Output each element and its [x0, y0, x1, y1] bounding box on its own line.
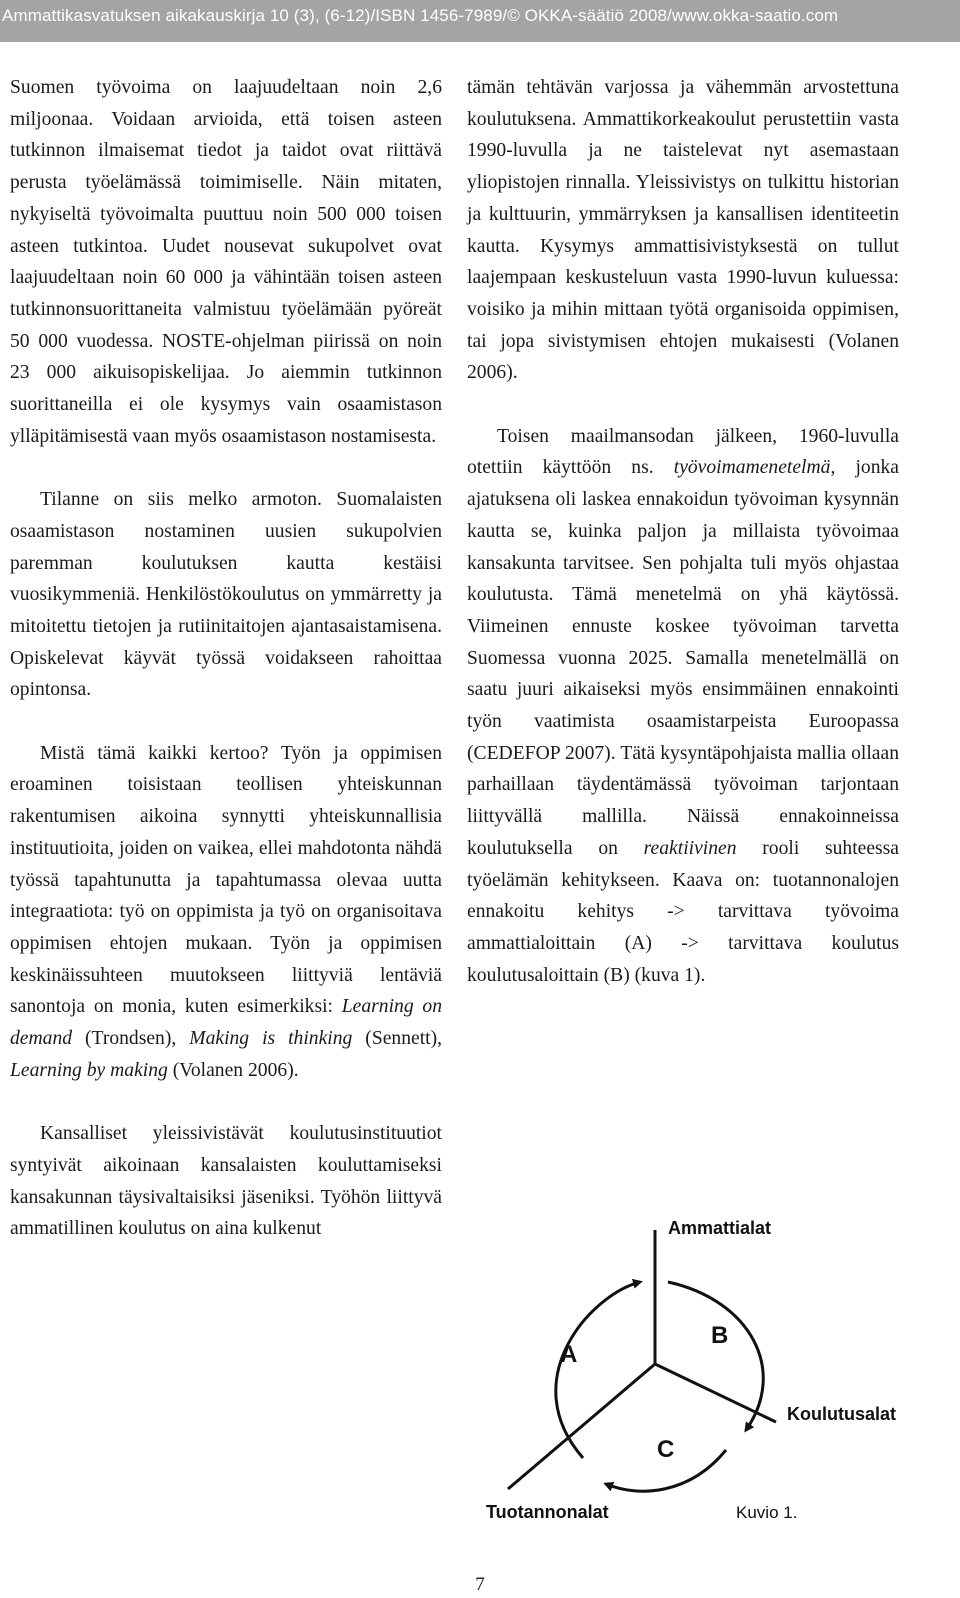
running-header [0, 0, 960, 42]
emphasis: Making is thinking [189, 1028, 353, 1050]
paragraph: Kansalliset yleissivistävät koulutusinstituutiot syntyivät aikoinaan kansalaisten kouluttamiseksi kansakunnan täysivaltaisiksi jäseniksi. Työhön liittyvä ammatillinen koulutus on aina kulkenut [10, 1123, 442, 1240]
bottom-left-axis [508, 1364, 655, 1489]
cycle-arrow-top [556, 1282, 640, 1458]
axis-label-bottom: Tuotannonalat [486, 1502, 609, 1522]
paragraph: Tilanne on siis melko armoton. Suomalaisten osaamistason nostaminen uusien sukupolvien paremman koulutuksen kautta kestäisi vuosikymmeniä. Henkilöstökoulutus on ymmärretty ja mitoitettu tietojen ja rutiinitaitojen ajantasaistamisena. Opiskelevat käyvät työssä voidakseen rahoittaa opintonsa. [10, 489, 442, 701]
emphasis: reaktiivinen [643, 837, 737, 859]
running-title: Ammattikasvatuksen aikakauskirja 10 (3), (6-12)/ISBN 1456-7989/© OKKA-säätiö 2008/www.okka-saatio.com [2, 6, 839, 25]
right-axis [655, 1364, 776, 1422]
figure-diagram [480, 1220, 940, 1550]
axis-label-right: Koulutusalat [787, 1404, 897, 1424]
axis-label-top: Ammattialat [668, 1220, 772, 1238]
paragraph: Mistä tämä kaikki kertoo? Työn ja oppimisen eroaminen toisistaan teollisen yhteiskunnan rakentumisen aikoina synnytti yhteiskunnallisia instituutioita, joiden on vaikea, ellei mahdotonta nähdä työssä tapahtunutta ja tapahtumassa olevaa uutta integraatiota: työ on oppimista ja työ on organisoitava oppimisen ehtojen mukaan. Työn ja oppimisen keskinäissuhteen muutokseen liittyviä lentäviä sanontoja on monia, kuten esimerkiksi: Learning on demand (Trondsen), Making is thinking (Sennett), Learning by making (Volanen 2006). [10, 742, 443, 1081]
emphasis: Learning by making [10, 1059, 168, 1081]
sector-label-a: A [560, 1341, 578, 1368]
paragraph: Suomen työvoima on laajuudeltaan noin 2,6 miljoonaa. Voidaan arvioida, että toisen asteen tutkinnon ilmaisemat tiedot ja taidot ovat riittävä perusta työelämässä toimimiselle. Näin mitaten, nykyiseltä työvoimalta puuttuu noin 500 000 toisen asteen tutkintoa. Uudet nousevat sukupolvet ovat laajuudeltaan noin 60 000 ja vähintään toisen asteen tutkinnonsuorittaneita valmistuu työelämään pyöreät 50 000 vuodessa. NOSTE-ohjelman piirissä on noin 23 000 aikuisopiskelijaa. Jo aiemmin tutkinnon suorittaneilla ei ole kysymys vain osaamistason ylläpitämisestä vaan myös osaamistason nostamisesta. [10, 77, 442, 447]
sector-label-b: B [711, 1322, 729, 1349]
left-column [10, 72, 442, 1245]
emphasis: työvoimamenetelmä [673, 457, 831, 479]
paragraph: tämän tehtävän varjossa ja vähemmän arvostettuna koulutuksena. Ammattikorkeakoulut perustettiin vasta 1990-luvulla ja ne taistelevat nyt asemastaan yliopistojen rinnalla. Yleissivistys on tulkittu historian ja kulttuurin, ymmärryksen ja kansallisen identiteetin kautta. Kysymys ammattisivistyksestä on tullut laajempaan keskusteluun vasta 1990-luvun kuluessa: voisiko ja mihin mittaan työtä organisoida oppimisen, tai jopa sivistymisen ehtojen mukaisesti (Volanen 2006). [467, 77, 899, 384]
figure-caption: Kuvio 1. [736, 1503, 798, 1522]
sector-label-c: C [657, 1436, 675, 1463]
page-number: 7 [475, 1574, 485, 1595]
emphasis: Learning on demand [10, 996, 442, 1050]
right-column [467, 72, 899, 991]
paragraph: Toisen maailmansodan jälkeen, 1960-luvulla otettiin käyttöön ns. työvoimamenetelmä, jonka ajatuksena oli laskea ennakoidun työvoiman kysynnän kautta se, kuinka paljon ja millaista työvoimaa kansakunta tarvitsee. Sen pohjalta tuli myös ohjastaa koulutusta. Tämä menetelmä on yhä käytössä. Viimeinen ennuste koskee työvoiman tarvetta Suomessa vuonna 2025. Samalla menetelmällä on saatu juuri aikaiseksi myös ensimmäinen ennakointi työn vaatimista osaamistarpeista Euroopassa (CEDEFOP 2007). Tätä kysyntäpohjaista mallia ollaan parhaillaan täydentämässä työvoiman tarjontaan liittyvällä mallilla. Näissä ennakoinneissa koulutuksella on reaktiivinen rooli suhteessa työelämän kehitykseen. Kaava on: tuotannonalojen ennakoitu kehitys -> tarvittava työvoima ammattialoittain (A) -> tarvittava koulutus koulutusaloittain (B) (kuva 1). [467, 425, 900, 986]
